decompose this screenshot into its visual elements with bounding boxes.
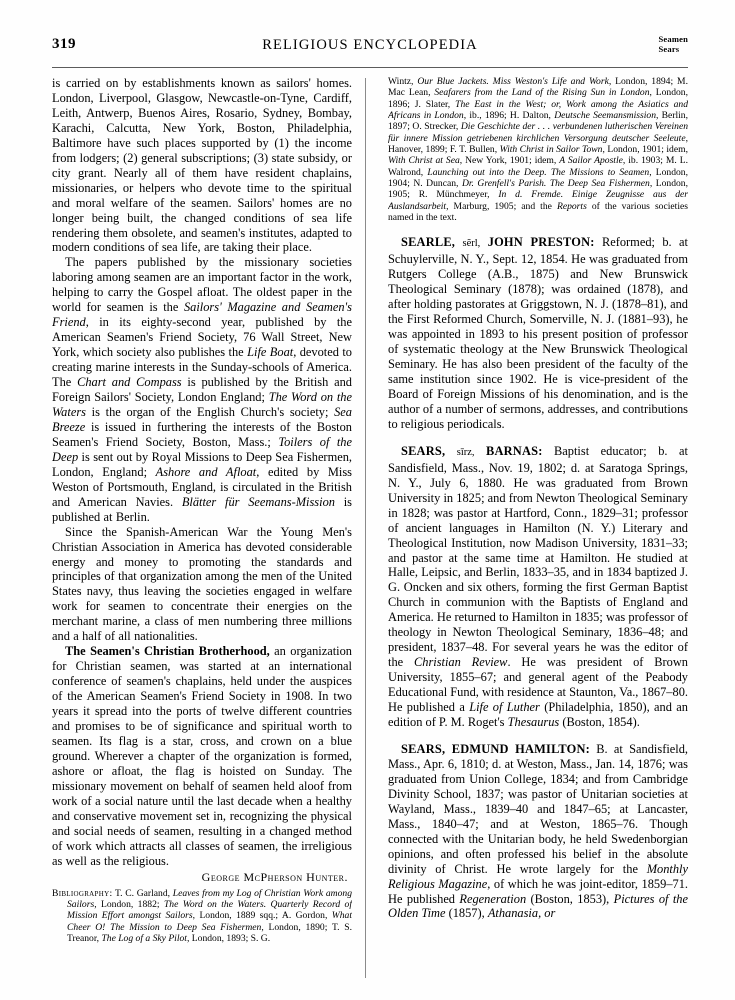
biblio-title-launching-out-into-the-deep: Launching out into the Deep. The Missions to Seamen [427, 166, 650, 178]
biblio-title-a-sailor-apostle: A Sailor Apostle [559, 155, 623, 167]
entry-sears-barnas: SEARS, sīrz, BARNAS: Baptist educator; b. at Sandisfield, Mass., Nov. 19, 1802; d. at Saratoga Springs, N. Y., July 6, 1880. He was graduated from Brown University in 1825; and from Newton Theological Seminary in 1828; was pastor at Hartford, Conn., 1829–31; professor of ancient languages in Hamilton (N. Y.) Literary and Theological Institution, now Madison University, 1831–33; and pastor at the same time at Hamilton. He studied at Halle, Leipsic, and Berlin, 1833–35, and in 1834 baptized J. G. Oncken and six others, forming the first German Baptist Church in communion with the Baptists of England and America. He returned to Hamilton in 1835; was professor of theology in Newton Theological Seminary, 1836–48; and president, 1837–48. For several years he was the editor of the Christian Review. He was president of Brown University, 1855–67; and general agent of the Peabody Educational Fund, with residence at Staunton, Va., 1867–80. He published a Life of Luther (Philadelphia, 1850), and an edition of P. M. Roget's Thesaurus (Boston, 1854). [388, 443, 688, 730]
entry-given-name-barnas: BARNAS: [486, 443, 543, 458]
title-regeneration: Regeneration [459, 891, 527, 906]
entry-spacer-3 [388, 730, 688, 742]
column-divider [365, 78, 366, 978]
biblio-title-dr-grenfells-parish: Dr. Grenfell's Parish. The Deep Sea Fishermen [461, 178, 650, 190]
biblio-title-deutsche-seemansmission: Deutsche Seemansmission [554, 110, 656, 122]
brotherhood-lead-in: The Seamen's Christian Brotherhood, [65, 644, 270, 659]
entry-searle-john-preston: SEARLE, sẽrl, JOHN PRESTON: Reformed; b. at Schuylerville, N. Y., Sept. 12, 1854. He was graduated from Rutgers College (A.B., 1875) and New Brunswick Theological Seminary (1878); was ordained (1878), and after holding pastorates at Griggstown, N. J. (1878–81), and the First Reformed Church, Somerville, N. J. (1881–93), he was appointed in 1893 to his present position of professor of systematic theology at the New Brunswick Theological Seminary. He has also been president of the faculty of the same institution since 1902. He is vice-president of the Board of Foreign Missions of his denomination, and is the author of a number of sermons, addresses, and contributions to religious periodicals. [388, 235, 688, 431]
title-athanasia: Athanasia, or [487, 906, 556, 921]
entry-spacer-1 [388, 223, 688, 235]
biblio-title-word-on-the-waters: The Word on the Waters. Quarterly Record of Mission Effort amongst Sailors [67, 898, 352, 922]
biblio-title-our-blue-jackets: Our Blue Jackets. Miss Weston's Life and Work [417, 76, 609, 87]
column-right [388, 76, 688, 981]
title-ashore-and-afloat: Ashore and Afloat [155, 464, 257, 479]
running-head [52, 34, 688, 64]
paragraph-ymca-navy: Since the Spanish-American War the Young Men's Christian Association in America has devoted considerable energy and money to promoting the standards and principles of that organization among the men of the United States navy, thus leaving the societies engaged in welfare work for seamen to concentrate their energies on the merchant marine, a class of men numbering three millions and a half of all nationalities. [52, 524, 352, 644]
title-sea-breeze: Sea Breeze [52, 404, 352, 434]
title-blatter-fur-seemans-mission: Blätter für Seemans-Mission [181, 494, 335, 509]
entry-pronunciation-searle: sẽrl, [462, 238, 481, 250]
biblio-title-leaves-from-my-log: Leaves from my Log of Christian Work among Sailors [67, 887, 352, 910]
entry-guide [658, 34, 688, 54]
title-pictures-of-the-olden-time: Pictures of the Olden Time [388, 891, 688, 921]
bibliography-right-continued: Wintz, Our Blue Jackets. Miss Weston's Life and Work, London, 1894; M. Mac Lean, Seafarers from the Land of the Rising Sun in London, London, 1896; J. Slater, The East in the West; or, Work among the Asiatics and Africans in London, ib., 1896; H. Dalton, Deutsche Seemansmission, Berlin, 1897; O. Strecker, Die Geschichte der . . . verbundenen lutherischen Vereinen für innere Mission getriebenen kirchlichen Versorgung deutscher Seeleute, Hanover, 1899; F. T. Bullen, With Christ in Sailor Town, London, 1901; idem, With Christ at Sea, New York, 1901; idem, A Sailor Apostle, ib. 1903; M. L. Walrond, Launching out into the Deep. The Missions to Seamen, London, 1904; N. Duncan, Dr. Grenfell's Parish. The Deep Sea Fishermen, London, 1905; R. Münchmeyer, In d. Fremde. Einige Zeugnisse aus der Auslandsarbeit, Marburg, 1905; and the Reports of the various societies named in the text. [388, 76, 688, 224]
title-thesaurus: Thesaurus [507, 715, 560, 730]
biblio-title-in-d-fremde: In d. Fremde. Einige Zeugnisse aus der Auslandsarbeit [388, 189, 688, 212]
bibliography-label: Bibliography: [52, 887, 113, 899]
biblio-title-reports: Reports [556, 200, 587, 212]
biblio-title-with-christ-at-sea: With Christ at Sea [388, 155, 460, 167]
title-sailors-magazine: Sailors' Magazine and Seamen's Friend [52, 300, 352, 330]
entry-guide-first: Seamen [658, 34, 688, 44]
biblio-title-seafarers-rising-sun: Seafarers from the Land of the Rising Sun in London [434, 87, 650, 99]
entry-spacer-2 [388, 432, 688, 444]
paragraph-seamen-papers: The papers published by the missionary societies laboring among seamen are an important factor in the work, helping to carry the Gospel afloat. The oldest paper in the world for seamen is the Sailors' Magazine and Seamen's Friend, in its eighty-second year, published by the American Seamen's Friend Society, 76 Wall Street, New York, which society also publishes the Life Boat, devoted to creating marine interests in the Sunday-schools of America. The Chart and Compass is published by the British and Foreign Sailors' Society, London England; The Word on the Waters is the organ of the English Church's society; Sea Breeze is issued in furthering the interests of the Boston Seamen's Friend Society, Boston, Mass.; Toilers of the Deep is sent out by Royal Missions to Deep Sea Fishermen, London, England; Ashore and Afloat, edited by Miss Weston of Portsmouth, England, is circulated in the British and American Navies. Blätter für Seemans-Mission is published at Berlin. [52, 255, 352, 524]
paragraph-seamens-christian-brotherhood: The Seamen's Christian Brotherhood, an organization for Christian seamen, was started at an international conference of seamen's chaplains, held under the auspices of the American Seamen's Friend Society in 1908. In two years it spread into the ports of twelve different countries and promises to be of significance and spiritual worth to seamen. Its flag is a star, cross, and crown on a blue ground. Wherever a chapter of the organization is formed, ashore or afloat, the flag is hoisted on Sunday. The missionary movement on behalf of seamen held aloof from work of a social nature until the last decade when a healthy and conservative movement set in, recognizing the physical and social needs of seamen, resulting in a changed method of work which attracts all classes of seamen, the irreligious as well as the religious. [52, 644, 352, 868]
biblio-title-with-christ-in-sailor-town: With Christ in Sailor Town [499, 144, 603, 156]
title-toilers-of-the-deep: Toilers of the Deep [52, 434, 352, 464]
title-christian-review: Christian Review [414, 655, 508, 670]
header-rule [52, 67, 688, 68]
page-title: RELIGIOUS ENCYCLOPEDIA [262, 37, 478, 53]
entry-headword-sears-edmund-hamilton: SEARS, EDMUND HAMILTON: [401, 741, 590, 756]
title-life-boat: Life Boat [247, 345, 294, 360]
entry-sears-edmund-hamilton: SEARS, EDMUND HAMILTON: B. at Sandisfield, Mass., Apr. 6, 1810; d. at Weston, Mass., Jan. 14, 1876; was graduated from Union College, 1834; and from Cambridge Divinity School, 1837; was pastor of Unitarian societies at Wayland, Mass., 1839–40 and 1847–65; at Lancaster, Mass., 1840–47; and at Weston, 1865–76. Though connected with the Unitarian body, he held Swedenborgian opinions, and often professed his belief in the absolute divinity of Christ. He wrote largely for the Monthly Religious Magazine, of which he was joint-editor, 1859–71. He published Regeneration (Boston, 1853), Pictures of the Olden Time (1857), Athanasia, or [388, 741, 688, 921]
title-chart-and-compass: Chart and Compass [77, 375, 182, 390]
title-word-on-the-waters: The Word on the Waters [52, 390, 352, 419]
biblio-title-east-in-the-west: The East in the West; or, Work among the Asiatics and Africans in London [388, 98, 688, 122]
entry-pronunciation-sears: sīrz, [456, 446, 475, 458]
title-life-of-luther: Life of Luther [469, 700, 540, 715]
entry-headword-sears-barnas: SEARS, [401, 443, 446, 458]
page-number: 319 [52, 36, 76, 52]
biblio-title-what-cheer-o: What Cheer O! The Mission to Deep Sea Fishermen [67, 910, 352, 933]
column-left [52, 76, 352, 981]
biblio-title-log-of-a-sky-pilot: The Log of a Sky Pilot [101, 932, 187, 944]
entry-guide-last: Sears [658, 44, 680, 54]
bibliography-left: Bibliography: T. C. Garland, Leaves from my Log of Christian Work among Sailors, London, 1882; The Word on the Waters. Quarterly Record of Mission Effort amongst Sailors, London, 1889 sqq.; A. Gordon, What Cheer O! The Mission to Deep Sea Fishermen, London, 1890; T. S. Treanor, The Log of a Sky Pilot, London, 1893; S. G. [52, 887, 352, 944]
article-signature: George McPherson Hunter. [201, 869, 348, 884]
title-monthly-religious-magazine: Monthly Religious Magazine [388, 861, 688, 891]
entry-headword-searle: SEARLE, [401, 235, 456, 250]
paragraph-sailors-homes: is carried on by establishments known as sailors' homes. London, Liverpool, Glasgow, Newcastle-on-Tyne, Cardiff, Leith, Antwerp, Buenos Aires, Rosario, Sydney, Bombay, Karachi, Calcutta, New York, Boston, Philadelphia, Baltimore have such places supported by (1) the income from lodgers; (2) general subscriptions; (3) state subsidy, or city grant. Nearly all of them have resident chaplains, missionaries, or helpers who devote time to the spiritual and moral welfare of the seamen. Sailors' homes are no longer being built, the changed conditions of sea life rendering them obsolete, and seamen's institutes, adapted to modern conditions of sea life, are taking their place. [52, 76, 352, 255]
entry-given-name-john-preston: JOHN PRESTON: [487, 235, 595, 250]
body-columns [52, 76, 688, 981]
biblio-title-die-geschichte-der: Die Geschichte der . . . verbundenen lutherischen Vereinen für innere Mission getriebenen kirchlichen Versorgung deutscher Seeleute [388, 121, 688, 144]
